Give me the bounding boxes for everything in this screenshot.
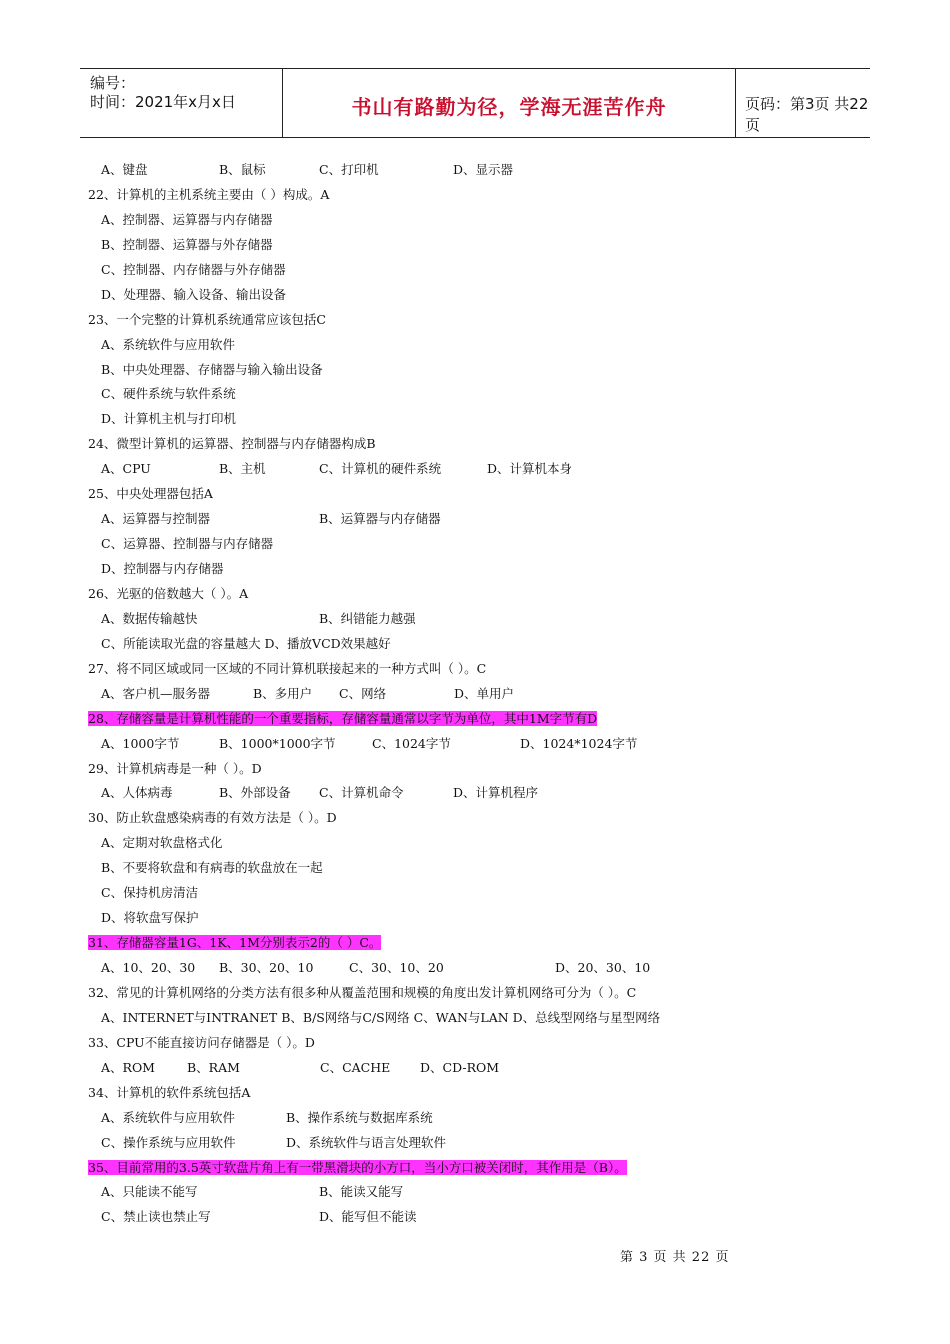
option-item: A、1000字节 — [101, 735, 180, 751]
header-left-cell — [80, 69, 282, 137]
line-text: A、定期对软盘格式化 — [101, 835, 223, 851]
question-line — [88, 931, 878, 956]
option-item: A、数据传输越快 — [101, 610, 198, 626]
option-item: C、1024字节 — [372, 735, 451, 751]
line-text: 23、一个完整的计算机系统通常应该包括C — [88, 311, 326, 327]
motto: 书山有路勤为径，学海无涯苦作舟 — [351, 95, 667, 119]
option-item: C、禁止读也禁止写 — [101, 1209, 211, 1225]
option-item: B、多用户 — [253, 685, 313, 701]
option-item: C、打印机 — [319, 162, 379, 177]
options-line — [88, 1056, 878, 1081]
line-text: A、INTERNET与INTRANET B、B/S网络与C/S网络 C、WAN与LAN D、总线型网络与星型网络 — [101, 1009, 661, 1025]
option-item: A、10、20、30 — [101, 960, 196, 975]
line-text: B、控制器、运算器与外存储器 — [101, 236, 273, 252]
question-line — [88, 1156, 878, 1181]
header-motto-cell — [282, 69, 736, 137]
option-item: A、只能读不能写 — [101, 1184, 198, 1200]
line-text: 24、微型计算机的运算器、控制器与内存储器构成B — [88, 436, 376, 452]
option-item: B、操作系统与数据库系统 — [286, 1109, 433, 1125]
option-item: A、人体病毒 — [101, 785, 173, 801]
question-line — [88, 757, 878, 782]
options-line — [88, 158, 878, 183]
page-header — [80, 68, 870, 138]
line-text: 34、计算机的软件系统包括A — [88, 1084, 251, 1100]
line-text: 33、CPU不能直接访问存储器是（ ）。D — [88, 1034, 315, 1050]
options-line — [88, 906, 878, 931]
options-line — [88, 1180, 878, 1205]
question-line — [88, 482, 878, 507]
line-text: D、控制器与内存储器 — [101, 561, 224, 576]
options-line — [88, 283, 878, 308]
option-item: B、1000*1000字节 — [219, 735, 336, 751]
option-item: D、单用户 — [454, 685, 515, 701]
option-item: D、20、30、10 — [555, 960, 651, 975]
options-line — [88, 831, 878, 856]
options-line — [88, 732, 878, 757]
option-item: C、CACHE — [320, 1059, 391, 1075]
options-line — [88, 382, 878, 407]
question-line — [88, 981, 878, 1006]
question-line — [88, 657, 878, 682]
option-item: C、计算机命令 — [319, 785, 404, 801]
line-text: 22、计算机的主机系统主要由（ ）构成。A — [88, 186, 330, 202]
option-item: C、操作系统与应用软件 — [101, 1134, 236, 1150]
options-line — [88, 1006, 878, 1031]
line-text: B、中央处理器、存储器与输入输出设备 — [101, 361, 323, 377]
options-line — [88, 233, 878, 258]
option-item: D、计算机本身 — [487, 461, 573, 477]
options-line — [88, 781, 878, 806]
line-text: C、控制器、内存储器与外存储器 — [101, 261, 286, 277]
question-line — [88, 707, 878, 732]
line-text: C、运算器、控制器与内存储器 — [101, 536, 274, 552]
options-line — [88, 856, 878, 881]
option-item: B、RAM — [187, 1059, 240, 1075]
line-text: D、处理器、输入设备、输出设备 — [101, 286, 287, 302]
option-item: C、网络 — [339, 685, 387, 701]
line-text: C、硬件系统与软件系统 — [101, 386, 236, 402]
line-text: 27、将不同区域或同一区域的不同计算机联接起来的一种方式叫（ ）。C — [88, 660, 487, 676]
page-info: 页码：第3页 共22页 — [745, 95, 869, 134]
option-item: B、纠错能力越强 — [319, 610, 416, 626]
options-line — [88, 881, 878, 906]
question-line — [88, 308, 878, 333]
question-line — [88, 806, 878, 831]
option-item: D、1024*1024字节 — [520, 735, 638, 751]
question-line — [88, 582, 878, 607]
line-text: A、系统软件与应用软件 — [101, 336, 236, 352]
line-text: A、控制器、运算器与内存储器 — [101, 211, 273, 227]
option-item: A、ROM — [101, 1059, 155, 1075]
options-line — [88, 358, 878, 383]
option-item: D、显示器 — [453, 162, 514, 177]
option-item: B、30、20、10 — [219, 960, 314, 975]
line-text: 26、光驱的倍数越大（ ）。A — [88, 585, 249, 601]
options-line — [88, 333, 878, 358]
options-line — [88, 507, 878, 532]
line-text: 32、常见的计算机网络的分类方法有很多种从覆盖范围和规模的角度出发计算机网络可分为（ ）。C — [88, 984, 637, 1000]
options-line — [88, 208, 878, 233]
option-item: A、CPU — [101, 461, 151, 477]
options-line — [88, 407, 878, 432]
question-line — [88, 432, 878, 457]
options-line — [88, 532, 878, 557]
date-line: 时间：2021年x月x日 — [90, 93, 236, 111]
option-item: C、30、10、20 — [349, 960, 444, 975]
line-text: B、不要将软盘和有病毒的软盘放在一起 — [101, 860, 323, 876]
option-item: B、外部设备 — [219, 785, 291, 801]
line-text: C、保持机房清洁 — [101, 885, 199, 901]
option-item: A、客户机—服务器 — [101, 685, 211, 701]
options-line — [88, 956, 878, 981]
option-item: B、运算器与内存储器 — [319, 511, 441, 527]
line-text: 29、计算机病毒是一种（ ）。D — [88, 760, 262, 776]
options-line — [88, 607, 878, 632]
header-page-cell — [735, 69, 870, 137]
highlighted-text: 31、存储器容量1G、1K、1M分别表示2的（ ）C。 — [88, 935, 382, 951]
question-list — [88, 158, 878, 1230]
option-item: D、CD-ROM — [420, 1059, 500, 1075]
options-line — [88, 682, 878, 707]
line-text: C、所能读取光盘的容量越大 D、播放VCD效果越好 — [101, 635, 391, 651]
line-text: 30、防止软盘感染病毒的有效方法是（ ）。D — [88, 810, 337, 826]
options-line — [88, 1205, 878, 1230]
option-item: D、计算机程序 — [453, 785, 539, 801]
option-item: B、能读又能写 — [319, 1184, 404, 1200]
options-line — [88, 557, 878, 582]
option-item: A、键盘 — [101, 162, 148, 177]
options-line — [88, 258, 878, 283]
options-line — [88, 632, 878, 657]
question-line — [88, 1031, 878, 1056]
option-item: D、系统软件与语言处理软件 — [286, 1134, 447, 1150]
highlighted-text: 35、目前常用的3.5英寸软盘片角上有一带黑滑块的小方口，当小方口被关闭时，其作用是（B）。 — [88, 1159, 627, 1175]
page-footer: 第 3 页 共 22 页 — [620, 1250, 730, 1265]
option-item: B、鼠标 — [219, 162, 266, 177]
question-line — [88, 1081, 878, 1106]
line-text: D、将软盘写保护 — [101, 910, 199, 926]
option-item: D、能写但不能读 — [319, 1209, 417, 1225]
line-text: 25、中央处理器包括A — [88, 486, 213, 502]
option-item: C、计算机的硬件系统 — [319, 461, 442, 477]
question-line — [88, 183, 878, 208]
options-line — [88, 457, 878, 482]
line-text: D、计算机主机与打印机 — [101, 411, 237, 427]
options-line — [88, 1106, 878, 1131]
serial-label: 编号： — [90, 74, 136, 92]
option-item: A、运算器与控制器 — [101, 511, 211, 527]
highlighted-text: 28、存储容量是计算机性能的一个重要指标，存储容量通常以字节为单位，其中1M字节有D — [88, 710, 598, 726]
option-item: B、主机 — [219, 461, 266, 477]
options-line — [88, 1131, 878, 1156]
option-item: A、系统软件与应用软件 — [101, 1109, 236, 1125]
